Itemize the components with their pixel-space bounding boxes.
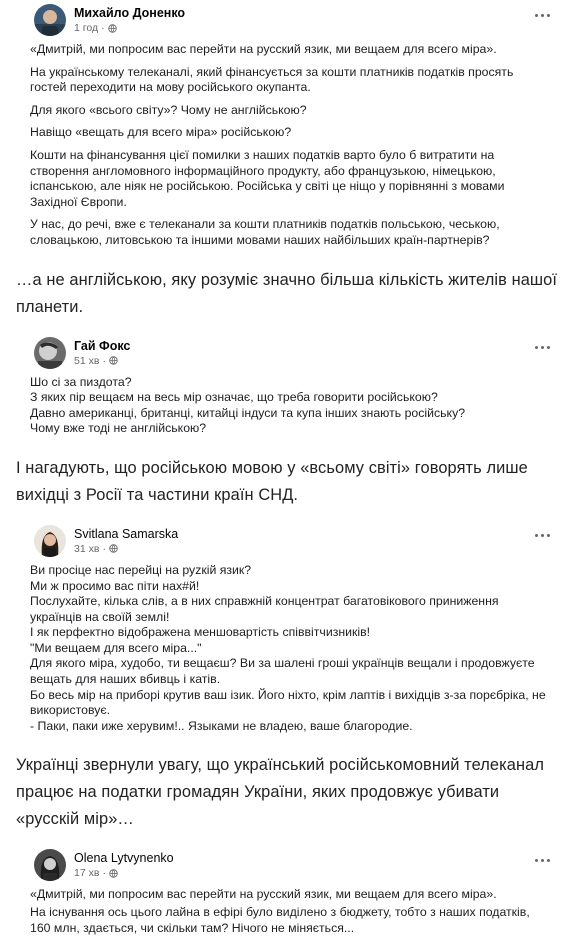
post-line: Давно американці, британці, китайці індуси та купа інших знають російську?	[30, 405, 466, 420]
post-paragraph: У нас, до речі, вже є телеканали за кошти платників податків польською, чеською, словацькою, литовською та іншими мовами наших найбільших країн-партнерів?	[30, 217, 500, 247]
author-name[interactable]: Olena Lytvynenko	[74, 851, 174, 866]
article-paragraph: Українці звернули увагу, що український російськомовний телеканал працює на податки громадян України, яких продовжує убивати «русскій мір»…	[16, 756, 545, 829]
more-options-icon[interactable]	[531, 529, 553, 543]
author-name[interactable]: Svitlana Samarska	[74, 526, 179, 541]
post-line: Для якого міра, худобо, ти вещаєш? Ви за шалені гроші українців вещали і продовжуєте вещать для наших вбивць і катів.	[30, 656, 535, 687]
post-line: Шо сі за пиздота?	[30, 374, 132, 389]
article-paragraph: …а не англійською, яку розуміє значно більша кількість жителів нашої планети.	[16, 270, 558, 316]
post-time[interactable]: 31 хв	[74, 542, 100, 555]
post-meta: 51 хв ·	[74, 355, 118, 367]
globe-icon	[109, 356, 118, 365]
post-samarska	[18, 521, 563, 743]
globe-icon	[108, 24, 117, 33]
post-line: Ви просіце нас перейці на руzкій язик?	[30, 562, 252, 577]
post-paragraph: Для якого «всього світу»? Чому не англійською?	[30, 102, 307, 117]
author-name[interactable]: Михайло Доненко	[74, 6, 186, 20]
post-content	[18, 887, 563, 944]
post-line: Бо весь мір на приборі крутив ваш ізик. Його ніхто, крім лаптів і вихідців з-за порєбріка, не використовує.	[30, 687, 546, 718]
post-time[interactable]: 51 хв	[74, 354, 100, 367]
post-paragraph: «Дмитрій, ми попросим вас перейти на русский язик, ми вещаем для всего міра».	[30, 42, 497, 56]
post-line: "Ми вещаем для всего міра..."	[30, 640, 202, 655]
post-header	[18, 521, 563, 563]
avatar[interactable]	[34, 337, 66, 369]
author-name[interactable]: Гай Фокс	[74, 338, 131, 353]
post-line: Ми ж просимо вас піти нах#й!	[30, 578, 200, 593]
post-header	[18, 0, 563, 42]
post-time[interactable]: 1 год	[74, 22, 99, 34]
globe-icon	[109, 544, 118, 553]
post-meta: 31 хв ·	[74, 543, 118, 555]
post-line: На існування ось цього лайна в ефірі було виділено з бюджету, тобто з наших податків, 160 млн, здається, чи скільки там? Нічого не міняється...	[30, 905, 530, 935]
post-paragraph: На українському телеканалі, який фінансується за кошти платників податків просять гостей переходити на мову російського окупанта.	[30, 64, 514, 95]
post-header	[18, 845, 563, 887]
post-guy-fawkes	[18, 333, 563, 445]
post-content	[18, 42, 563, 257]
post-line: І як перфектно відображена меншовартість співвітчизників!	[30, 625, 371, 640]
post-doneko	[18, 0, 563, 257]
post-paragraph: Кошти на фінансування цієї помилки з наших податків варто було б витратити на створення англомовного інформаційного продукту, або французькою, німецькою, іспанською, але ніяк не російською. Російська у світі це ніщо у порівнянні з мовами Західної Європи.	[30, 147, 505, 209]
post-meta: 17 хв ·	[74, 867, 118, 879]
post-meta: 1 год ·	[74, 22, 117, 34]
post-line: Послухайте, кілька слів, а в них справжній концентрат багатовікового приниження українців на своїй землі!	[30, 594, 499, 624]
avatar[interactable]	[34, 849, 66, 881]
more-options-icon[interactable]	[531, 853, 553, 867]
post-content	[18, 375, 563, 445]
post-content	[18, 563, 563, 743]
more-options-icon[interactable]	[531, 341, 553, 355]
post-paragraph: Навіщо «вещать для всего міра» російською?	[30, 125, 292, 140]
globe-icon	[109, 869, 118, 878]
avatar[interactable]	[34, 525, 66, 557]
post-header	[18, 333, 563, 375]
post-lytvynenko	[18, 845, 563, 944]
article-paragraph: І нагадують, що російською мовою у «всьому світі» говорять лише вихідці з Росії та частини країн СНД.	[16, 458, 528, 504]
more-options-icon[interactable]	[531, 8, 553, 22]
post-line: - Паки, паки иже херувим!.. Языками не владею, ваше благородие.	[30, 718, 413, 733]
avatar[interactable]	[34, 4, 66, 36]
post-time[interactable]: 17 хв	[74, 867, 100, 880]
post-line: «Дмитрій, ми попросим вас перейти на русский язик, ми вещаем для всего міра».	[30, 887, 497, 902]
post-line: Чому вже тоді не англійською?	[30, 421, 207, 436]
post-line: З яких пір вещаєм на весь мір означає, що треба говорити російською?	[30, 390, 438, 405]
